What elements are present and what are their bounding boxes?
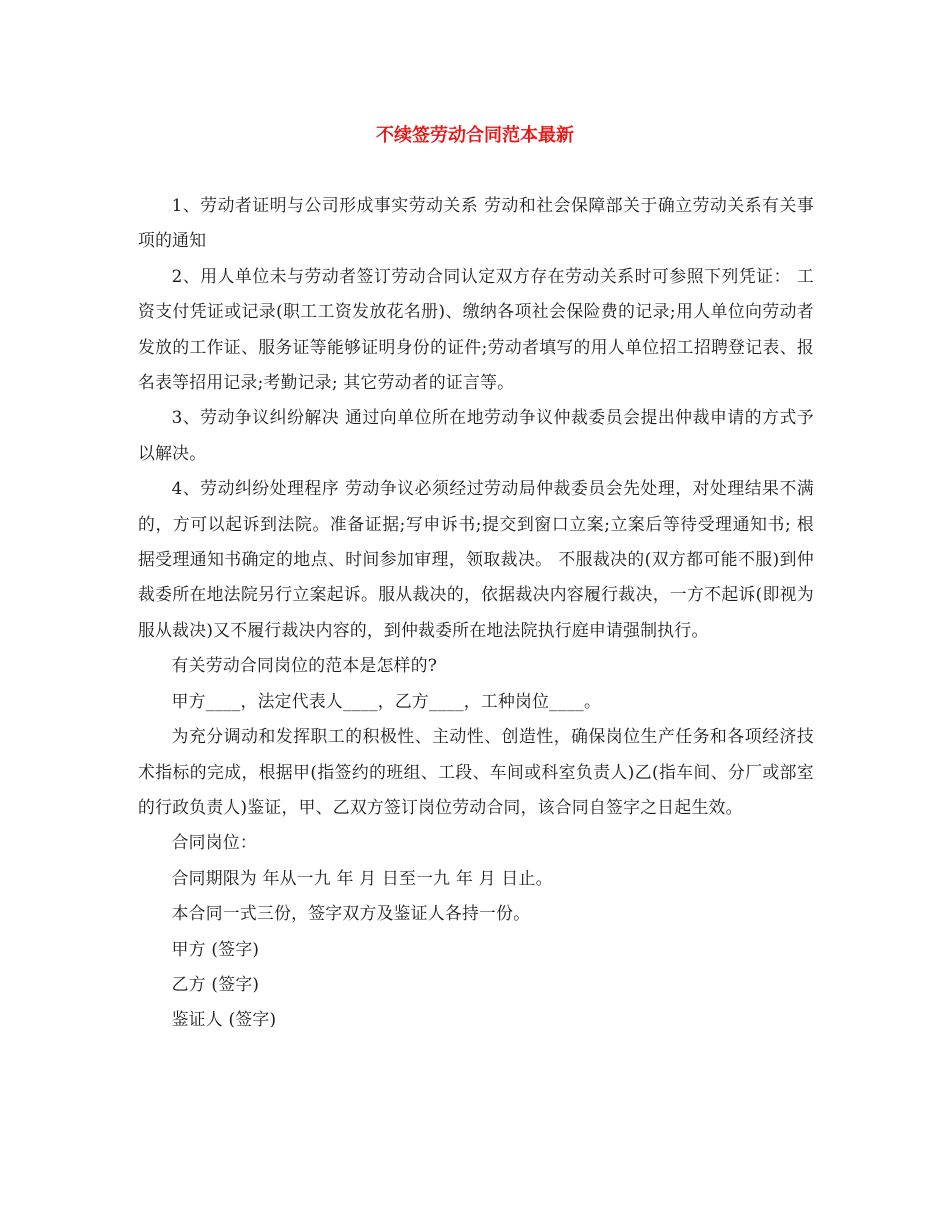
document-body [138, 188, 814, 1038]
signature-party-b: 乙方 (签字) [171, 973, 260, 994]
paragraph-position: 合同岗位： [171, 832, 258, 853]
paragraph-question: 有关劳动合同岗位的范本是怎样的? [171, 655, 438, 676]
paragraph-term: 合同期限为 年从一九 年 月 日至一九 年 月 日止。 [171, 867, 553, 888]
paragraph-3: 3、劳动争议纠纷解决 通过向单位所在地劳动争议仲裁委员会提出仲裁申请的方式予以解决。 [138, 407, 814, 463]
document-title: 不续签劳动合同范本最新 [376, 125, 574, 146]
paragraph-parties: 甲方____，法定代表人____，乙方____，工种岗位____。 [171, 690, 602, 711]
paragraph-2: 2、用人单位未与劳动者签订劳动合同认定双方存在劳动关系时可参照下列凭证： 工资支付凭证或记录(职工工资发放花名册)、缴纳各项社会保险费的记录;用人单位向劳动者发放的工作证、服务证等能够证明身份的证件;劳动者填写的用人单位招工招聘登记表、报名表等招用记录;考勤记录; 其它劳动者的证言等。 [138, 265, 814, 393]
paragraph-copies: 本合同一式三份，签字双方及鉴证人各持一份。 [171, 903, 531, 924]
paragraph-purpose: 为充分调动和发挥职工的积极性、主动性、创造性，确保岗位生产任务和各项经济技术指标的完成，根据甲(指签约的班组、工段、车间或科室负责人)乙(指车间、分厂或部室的行政负责人)鉴证，甲、乙双方签订岗位劳动合同，该合同自签字之日起生效。 [138, 726, 814, 817]
paragraph-1: 1、劳动者证明与公司形成事实劳动关系 劳动和社会保障部关于确立劳动关系有关事项的通知 [138, 195, 814, 251]
signature-witness: 鉴证人 (签字) [171, 1009, 277, 1030]
paragraph-4: 4、劳动纠纷处理程序 劳动争议必须经过劳动局仲裁委员会先处理，对处理结果不满的，方可以起诉到法院。准备证据;写申诉书;提交到窗口立案;立案后等待受理通知书; 根据受理通知书确定的地点、时间参加审理，领取裁决。 不服裁决的(双方都可能不服)到仲裁委所在地法院另行立案起诉。服从裁决的，依据裁决内容履行裁决，一方不起诉(即视为服从裁决)又不履行裁决内容的，到仲裁委所在地法院执行庭申请强制执行。 [138, 478, 814, 640]
signature-party-a: 甲方 (签字) [171, 938, 260, 959]
